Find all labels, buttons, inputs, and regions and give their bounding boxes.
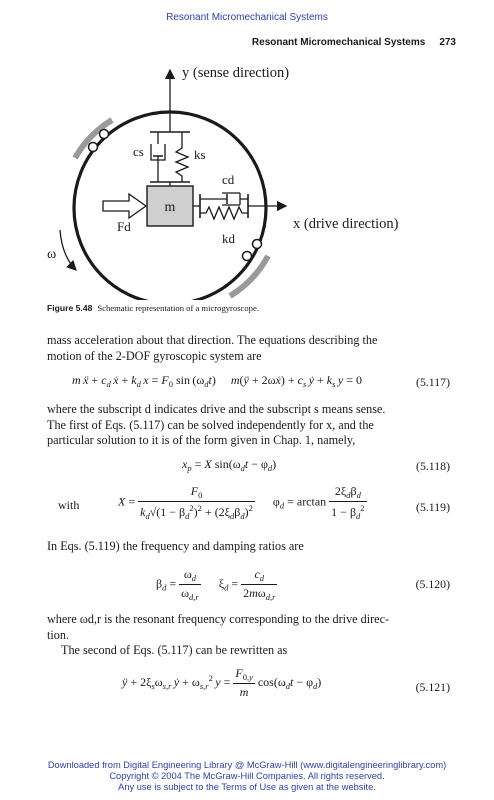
page-number: 273 <box>439 37 456 48</box>
drive-force-arrow <box>103 194 146 218</box>
site-title[interactable]: Resonant Micromechanical Systems <box>166 12 328 23</box>
equation-number-5-121: (5.121) <box>415 680 450 694</box>
equation-number-5-118: (5.118) <box>416 459 450 473</box>
spring-ks <box>176 144 188 182</box>
caption-text: Schematic representation of a microgyroscope. <box>97 303 259 313</box>
with-label: with <box>58 498 80 512</box>
x-axis-label: x (drive direction) <box>293 216 399 232</box>
caption-label: Figure 5.48 <box>47 303 93 313</box>
paragraph-3: In Eqs. (5.119) the frequency and damping ratios are <box>47 539 304 553</box>
equation-number-5-117: (5.117) <box>416 375 450 389</box>
equation-5-119: X = $\frac{F_0}{k_d√(1 - \beta_d^2)^2 + (2\xi_d\beta_d)^2}$ $\varphi_d = \arctan$ $\frac{2\xi_d\beta_d}{1 - \beta_d^2}$ <box>118 484 365 521</box>
damper-cd <box>200 193 248 205</box>
footer-copyright[interactable]: Copyright © 2004 The McGraw-Hill Companies. All rights reserved. <box>109 771 385 781</box>
running-head <box>252 37 456 48</box>
running-head-title: Resonant Micromechanical Systems <box>251 37 426 48</box>
paragraph-1 <box>47 333 450 364</box>
paragraph-4 <box>47 612 450 643</box>
mass-label: m <box>164 200 176 215</box>
equation-number-5-119: (5.119) <box>416 500 450 514</box>
paragraph-2 <box>47 402 450 449</box>
spring-kd <box>200 207 248 219</box>
label-kd: kd <box>222 231 235 246</box>
roller-3 <box>253 240 262 249</box>
p1-line-1: mass acceleration about that direction. The equations describing the <box>47 333 378 347</box>
p2-line-2: The first of Eqs. (5.117) can be solved independently for x, and the <box>47 417 374 432</box>
paragraph-5: The second of Eqs. (5.117) can be rewritten as <box>61 643 288 657</box>
equation-5-117: m ẍ + $c_d$ ẋ + $k_d$ $x = F_0$ $\sin (\omega_dt)$ m(ÿ + 2ωẋ) + $c_s$ ẏ + $k_s$ y = 0 <box>72 373 362 389</box>
roller-1 <box>89 143 98 152</box>
footer-download-link[interactable]: Downloaded from Digital Engineering Library @ McGraw-Hill (www.digitalengineeringlibrary.com) <box>47 760 447 770</box>
label-ks: ks <box>194 147 206 162</box>
label-fd: Fd <box>117 219 131 234</box>
gyroscope-diagram <box>0 60 494 300</box>
equation-5-121: ÿ + $2\xi_s\omega_{s,r}$ ẏ + $\omega_{s,r}^2$ y = $\frac{F_{0,y}}{m}$ $\cos(\omega_dt - \varphi_d)$ <box>122 666 322 699</box>
damper-cs <box>151 144 165 182</box>
label-cd: cd <box>222 172 235 187</box>
y-axis-label: y (sense direction) <box>182 65 290 81</box>
equation-5-120: $\beta_d$ = $\frac{\omega_d}{\omega_{d,r}}$ $\xi_d$ = $\frac{c_d}{2m\omega_{d,r}}$ <box>156 567 276 602</box>
p4-line-2: tion. <box>47 627 70 642</box>
roller-2 <box>100 130 109 139</box>
roller-4 <box>243 252 252 261</box>
equation-5-118: $x_p = X$ $\sin(\omega_dt - \varphi_d)$ <box>182 457 277 473</box>
p1-line-2: motion of the 2-DOF gyroscopic system are <box>47 348 262 363</box>
p2-line-1: where the subscript d indicates drive and the subscript s means sense. <box>47 402 386 416</box>
figure-caption <box>47 303 259 313</box>
label-cs: cs <box>133 144 144 159</box>
footer <box>0 760 494 793</box>
omega-label: ω <box>47 247 57 262</box>
rotation-arrow <box>60 230 76 270</box>
footer-terms[interactable]: Any use is subject to the Terms of Use as given at the website. <box>118 782 376 792</box>
equation-number-5-120: (5.120) <box>415 577 450 591</box>
gyroscope-figure <box>0 60 494 300</box>
p4-line-1: where ωd,r is the resonant frequency corresponding to the drive direc- <box>47 612 390 626</box>
p2-line-3: particular solution to it is of the form given in Chap. 1, namely, <box>47 433 356 448</box>
